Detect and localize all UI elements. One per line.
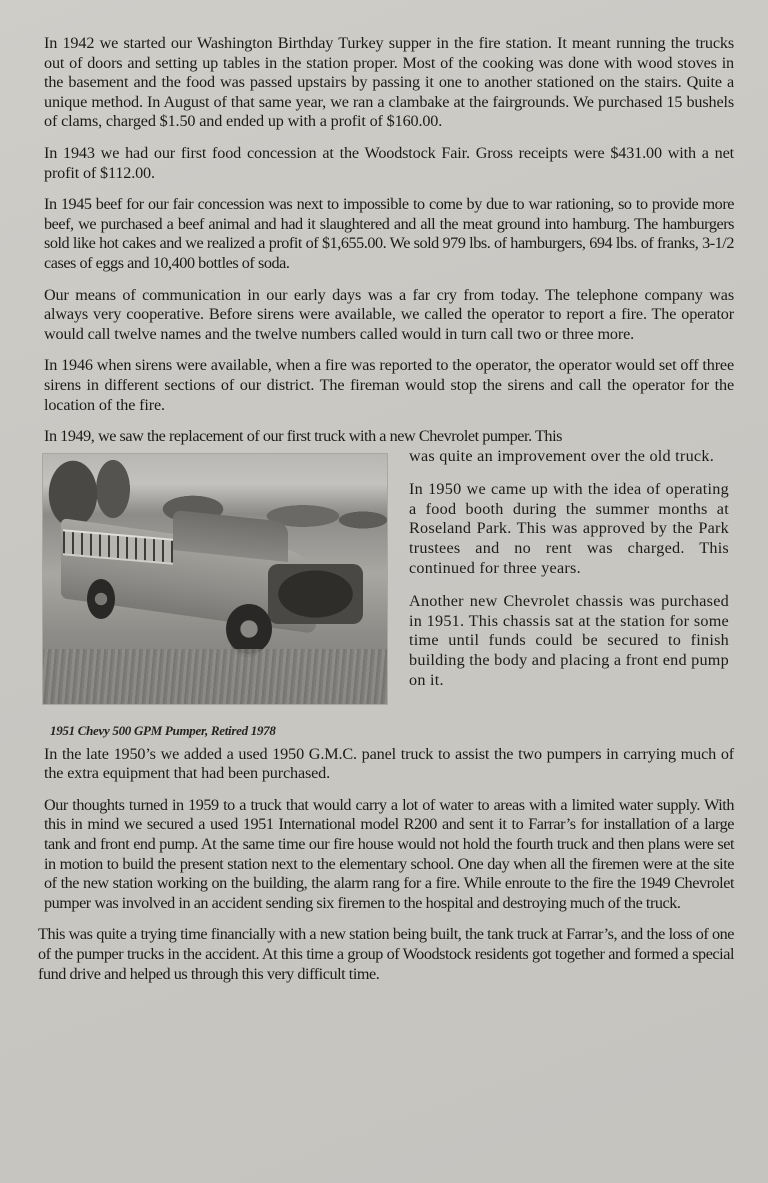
paragraph-1942-turkey-supper: In 1942 we started our Washington Birthday Turkey supper in the fire station. It meant running the trucks out of doors and setting up tables in the station proper. Most of the cooking was done with wood stoves in the basement and the food was passed upstairs by passing it one to another stationed on the stairs. Quite a unique method. In August of that same year, we ran a clambake at the fairgrounds. We purchased 15 bushels of clams, charged $1.50 and ended up with a profit of $160.00. — [44, 34, 734, 131]
paragraph-late-1950s-panel-truck: In the late 1950’s we added a used 1950 G.M.C. panel truck to assist the two pumpers in carrying much of the extra equipment that had been purchased. — [44, 744, 734, 783]
side-column — [409, 447, 729, 691]
paragraph-1949-first-line: In 1949, we saw the replacement of our first truck with a new Chevrolet pumper. This — [44, 427, 562, 446]
fire-truck-photo — [42, 453, 388, 705]
figure-caption: 1951 Chevy 500 GPM Pumper, Retired 1978 — [50, 722, 276, 738]
figure — [42, 453, 386, 738]
photo-grass — [43, 649, 387, 704]
paragraph-communication: Our means of communication in our early days was a far cry from today. The telephone company was always very cooperative. Before sirens were available, we called the operator to report a fire. The operator would call twelve names and the twelve numbers called would in turn call two or three more. — [44, 285, 734, 343]
paragraph-1950-roseland-park: In 1950 we came up with the idea of operating a food booth during the summer months at Roseland Park. This was approved by the Park trustees and no rent was charged. This continued for three years. — [409, 480, 729, 577]
photo-front-wheel — [226, 604, 272, 654]
paragraph-1946-sirens: In 1946 when sirens were available, when a fire was reported to the operator, the operator would set off three sirens in different sections of our district. The fireman would stop the sirens and call the operator for the location of the fire. — [44, 356, 734, 414]
paragraph-1943-fair-concession: In 1943 we had our first food concession at the Woodstock Fair. Gross receipts were $431.00 with a net profit of $112.00. — [44, 143, 734, 182]
figure-with-side-text — [44, 447, 734, 741]
paragraph-1951-chassis: Another new Chevrolet chassis was purchased in 1951. This chassis sat at the station for some time until funds could be secured to finish building the body and placing a front end pump on it. — [409, 592, 729, 689]
photo-truck-front-pump — [268, 564, 363, 624]
paragraph-1945-beef-rationing: In 1945 beef for our fair concession was next to impossible to come by due to war rationing, so to provide more beef, we purchased a beef animal and had it slaughtered and all the meat ground into hamburg. The hamburgers sold like hot cakes and we realized a profit of $1,655.00. We sold 979 lbs. of hamburgers, 694 lbs. of franks, 3-1/2 cases of eggs and 10,400 bottles of soda. — [44, 195, 734, 272]
paragraph-1949-continued: was quite an improvement over the old truck. — [409, 446, 714, 465]
photo-rear-wheel — [87, 579, 115, 619]
document-page — [38, 34, 734, 996]
paragraph-trying-time: This was quite a trying time financially with a new station being built, the tank truck at Farrar’s, and the loss of one of the pumper trucks in the accident. At this time a group of Woodstock residents got together and formed a special fund drive and helped us through this very difficult time. — [38, 925, 734, 983]
paragraph-1959-tank-truck: Our thoughts turned in 1959 to a truck that would carry a lot of water to areas with a limited water supply. With this in mind we secured a used 1951 International model R200 and sent it to Farrar’s for installation of a large tank and front end pump. At the same time our fire house would not hold the fourth truck and then plans were set in motion to build the present station next to the elementary school. One day when all the firemen were at the site of the new station working on the building, the alarm rang for a fire. While enroute to the fire the 1949 Chevrolet pumper was involved in an accident sending six firemen to the hospital and destroying much of the truck. — [44, 795, 734, 912]
